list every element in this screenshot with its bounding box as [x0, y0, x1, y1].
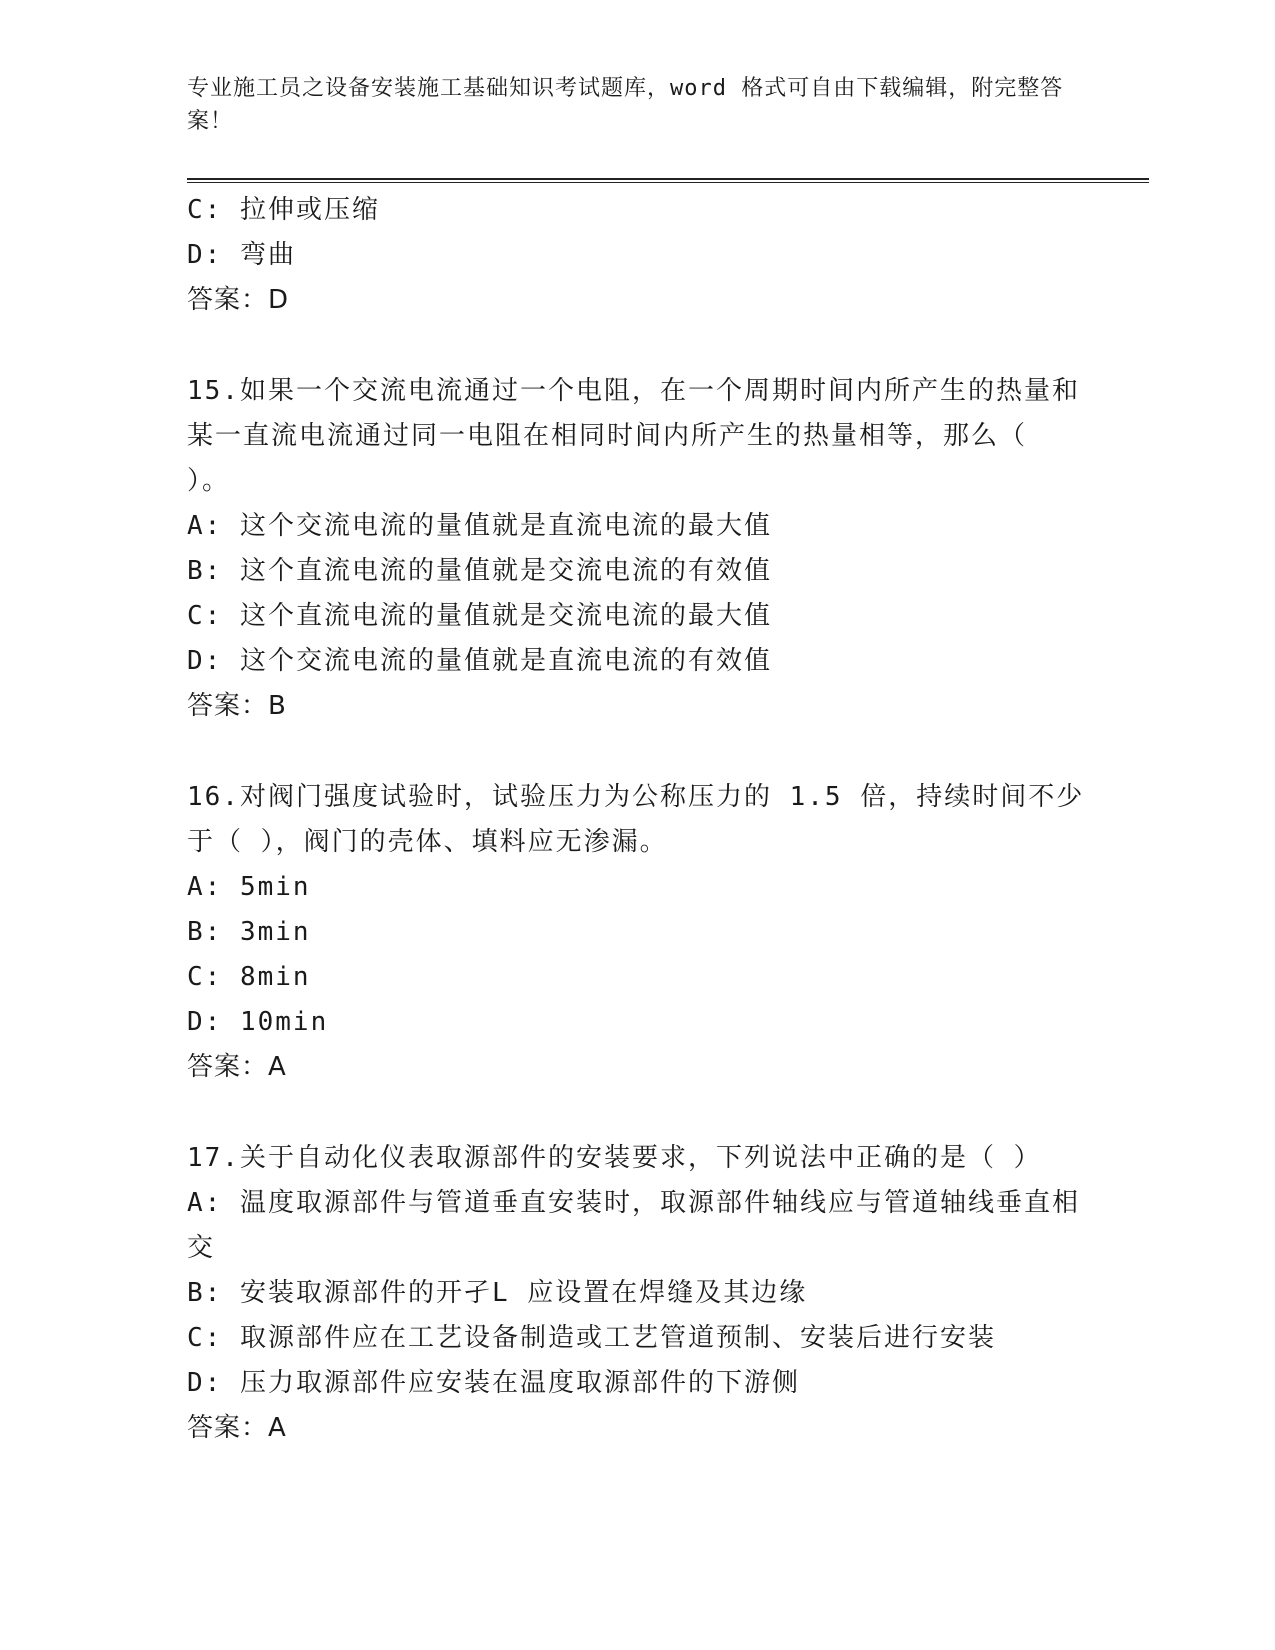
question-body: 关于自动化仪表取源部件的安装要求，下列说法中正确的是（ ）: [239, 1143, 1042, 1173]
option-text: 这个交流电流的量值就是直流电流的有效值: [239, 646, 772, 676]
document-header: 专业施工员之设备安装施工基础知识考试题库，word 格式可自由下载编辑，附完整答案！: [187, 76, 1064, 134]
option-c: [187, 1316, 1087, 1361]
option-label: B:: [187, 917, 223, 947]
option-b: [187, 910, 1087, 955]
header-divider: [187, 178, 1149, 183]
question-text: [187, 775, 1087, 865]
option-c: [187, 594, 1087, 639]
question-17: [187, 1136, 1087, 1451]
question-number: 16.: [187, 782, 240, 812]
answer-line: 答案：D: [187, 285, 290, 315]
option-text: 拉伸或压缩: [239, 195, 380, 225]
option-label: C:: [187, 601, 223, 631]
question-text: [187, 369, 1087, 504]
option-d: [187, 639, 1087, 684]
option-text: 这个直流电流的量值就是交流电流的有效值: [239, 556, 772, 586]
option-label: C:: [187, 195, 223, 225]
option-text: 8min: [239, 962, 311, 992]
option-label: A:: [187, 872, 223, 902]
question-16: [187, 775, 1087, 1090]
option-text: 5min: [239, 872, 311, 902]
answer-line: 答案：A: [187, 1052, 287, 1082]
question-number: 15.: [187, 376, 240, 406]
answer-line: 答案：B: [187, 691, 287, 721]
option-label: C:: [187, 962, 223, 992]
option-c: [187, 188, 1087, 233]
option-c: [187, 955, 1087, 1000]
question-15: [187, 369, 1087, 729]
option-d: [187, 1361, 1087, 1406]
option-text: 压力取源部件应安装在温度取源部件的下游侧: [239, 1368, 800, 1398]
option-text: 这个直流电流的量值就是交流电流的最大值: [239, 601, 772, 631]
option-a: [187, 504, 1087, 549]
option-label: C:: [187, 1323, 223, 1353]
option-label: D:: [187, 1007, 223, 1037]
previous-question-tail: [187, 188, 1087, 323]
option-a: [187, 865, 1087, 910]
option-text: 取源部件应在工艺设备制造或工艺管道预制、安装后进行安装: [239, 1323, 996, 1353]
question-list: [187, 188, 1087, 1451]
option-text: 3min: [239, 917, 311, 947]
option-label: A:: [187, 511, 223, 541]
question-body: 对阀门强度试验时，试验压力为公称压力的 1.5 倍，持续时间不少于（ ），阀门的壳体、填料应无渗漏。: [187, 782, 1085, 857]
option-label: A:: [187, 1188, 223, 1218]
option-text: 这个交流电流的量值就是直流电流的最大值: [239, 511, 772, 541]
option-label: B:: [187, 556, 223, 586]
option-text: 10min: [239, 1007, 329, 1037]
option-text: 弯曲: [239, 240, 296, 270]
option-b: [187, 549, 1087, 594]
option-text: 安装取源部件的开孑L 应设置在焊缝及其边缘: [239, 1278, 808, 1308]
option-label: D:: [187, 646, 223, 676]
question-text: [187, 1136, 1087, 1181]
option-label: D:: [187, 1368, 223, 1398]
question-body: 如果一个交流电流通过一个电阻，在一个周期时间内所产生的热量和某一直流电流通过同一电阻在相同时间内所产生的热量相等，那么（ ）。: [187, 376, 1080, 496]
option-label: D:: [187, 240, 223, 270]
question-number: 17.: [187, 1143, 240, 1173]
option-text: 温度取源部件与管道垂直安装时，取源部件轴线应与管道轴线垂直相交: [187, 1188, 1080, 1263]
option-b: [187, 1271, 1087, 1316]
answer-line: 答案：A: [187, 1413, 287, 1443]
option-label: B:: [187, 1278, 223, 1308]
option-d: [187, 1000, 1087, 1045]
option-d: [187, 233, 1087, 278]
option-a: [187, 1181, 1087, 1271]
